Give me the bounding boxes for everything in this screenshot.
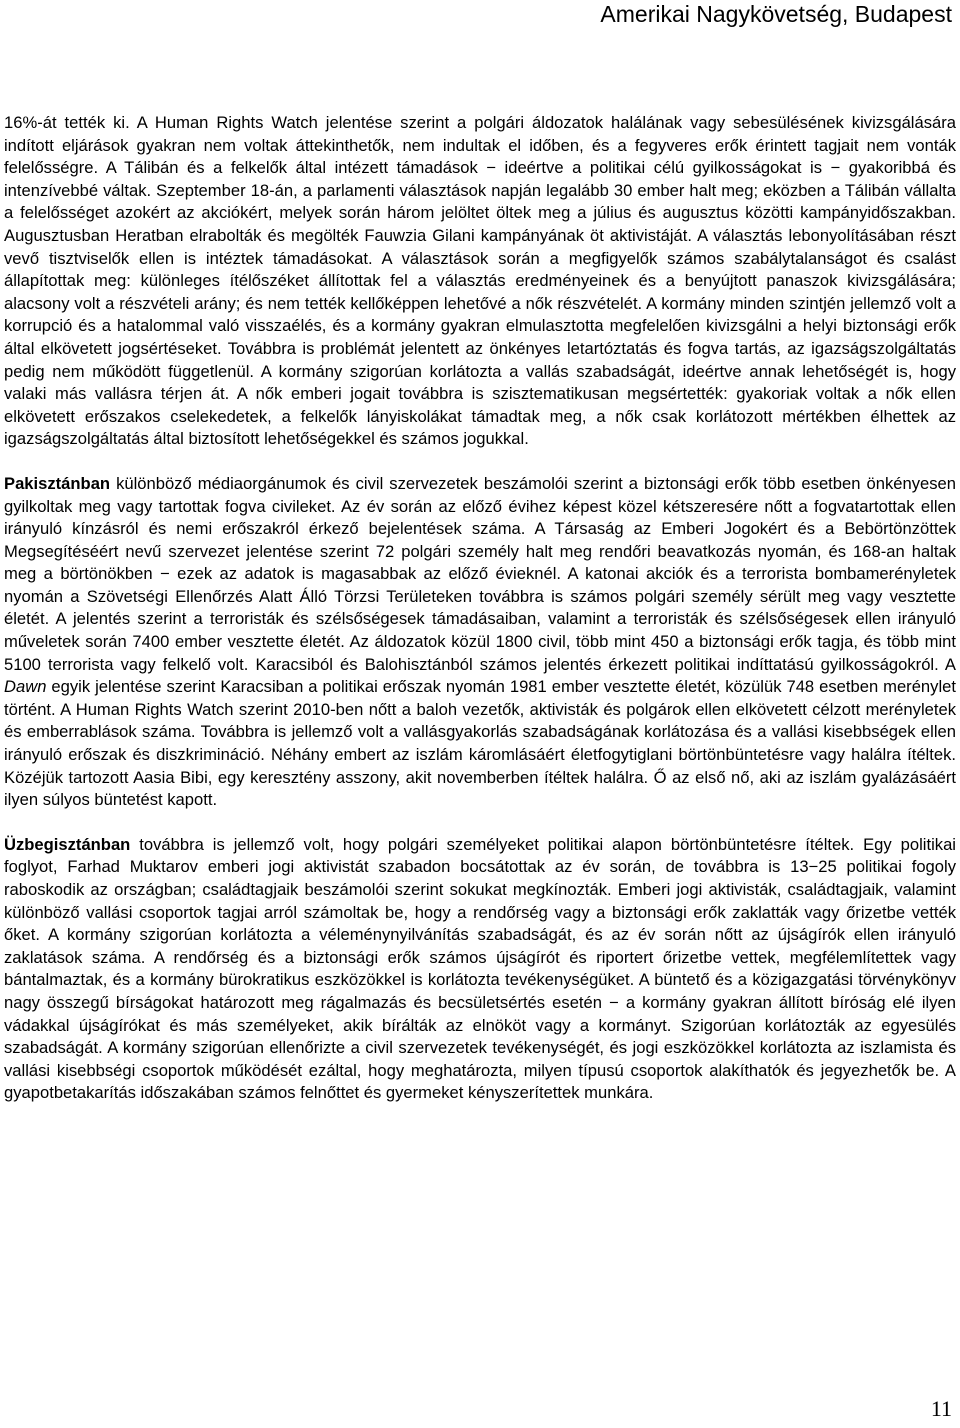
country-heading-pakistan: Pakisztánban xyxy=(4,473,111,493)
paragraph-text: egyik jelentése szerint Karacsiban a politikai erőszak nyomán 1981 ember vesztette életét, közülük 748 esetben merénylet történt. A Human Rights Watch szerint 2010-ben nőtt a baloh vezetők, aktivisták és polgárok ellen elkövetett célzott merényletek és emberrablások száma. Továbbra is jellemző volt a vallásgyakorlás szabadságának korlátozása és a vallási kisebbségek ellen irányuló erőszak és diszkrimináció. Néhány embert az iszlám káromlásáért életfogytiglani börtönbüntetésre vagy halálra ítéltek. Közéjük tartozott Aasia Bibi, egy keresztény asszony, akit novemberben ítéltek halálra. Ő az első nő, aki az iszlám gyalázásáért ilyen súlyos büntetést kapott. xyxy=(4,677,956,810)
paragraph-uzbekistan xyxy=(4,834,956,1105)
page-number: 11 xyxy=(930,1396,952,1421)
document-body xyxy=(4,112,956,1105)
paragraph-text: 16%-át tették ki. A Human Rights Watch jelentése szerint a polgári áldozatok halálának vagy sebesülésének kivizsgálására indított eljárások gyakran nem voltak áttekinthetők, nem indultak el időben, és a fegyveres erők érintett tagjait nem vonták felelősségre. A Tálibán és a felkelők által intézett támadások − ideértve a politikai célú gyilkosságokat is − gyakoribbá és intenzívebbé váltak. Szeptember 18-án, a parlamenti választások napján legalább 30 ember halt meg; eközben a Tálibán vállalta a felelősséget azokért az akciókért, melyek során három jelöltet öltek meg a július és augusztus közötti kampányidőszakban. Augusztusban Heratban elrabolták és megölték Fauwzia Gilani kampányának öt aktivistáját. A választás lebonyolításában részt vevő tisztviselők ellen is intéztek támadásokat. A választások során a megfigyelők számos szabálytalanságot és csalást állapítottak meg: különleges ítélőszéket állítottak fel a választás eredményeinek és a benyújtott panaszok kivizsgálására; alacsony volt a részvételi arány; és nem tették kellőképpen lehetővé a nők részvételét. A kormány minden szintjén jellemző volt a korrupció és a hatalommal való visszaélés, és a kormány gyakran elmulasztotta megfelelően kivizsgálni a helyi biztonsági erők által elkövetett jogsértéseket. Továbbra is problémát jelentett az önkényes letartóztatás és fogva tartás, az igazságszolgáltatás pedig nem működött függetlenül. A kormány szigorúan korlátozta a vallás szabadságát, ideértve annak lehetőségét is, hogy valaki más vallásra térjen át. A nők emberi jogait továbbra is szisztematikusan megsértették: gyakoriak voltak a nők ellen elkövetett erőszakos cselekedetek, a felkelők lányiskolákat támadtak meg, a nők csak korlátozott mértékben élhettek az igazságszolgáltatás által biztosított lehetőségekkel és számos jogukkal. xyxy=(4,113,956,449)
paragraph-afghanistan xyxy=(4,112,956,451)
page-header-title: Amerikai Nagykövetség, Budapest xyxy=(600,1,952,27)
paragraph-text: továbbra is jellemző volt, hogy polgári személyeket politikai alapon börtönbüntetésre ítéltek. Egy politikai foglyot, Farhad Muktarov emberi jogi aktivistát szabadon bocsátottak az év során, de továbbra is 13−25 politikai fogoly raboskodik az országban; családtagjaik beszámolói szerint sokukat megkínozták. Emberi jogi aktivisták, családtagjaik, valamint különböző vallási csoportok tagjai arról számoltak be, hogy a rendőrség vagy a biztonsági erők zaklatták vagy őrizetbe vették őket. A kormány szigorúan korlátozta a véleménynyilvánítás szabadságát, és az év során nőtt az újságírók ellen irányuló zaklatások száma. A rendőrség és a biztonsági erők számos újságírót és riportert őrizetbe vettek, megfélemlítettek vagy bántalmaztak, és a kormány bürokratikus eszközökkel is korlátozta tevékenységüket. A büntető és a közigazgatási törvénykönyv nagy összegű bírságokat határozott meg rágalmazás és becsületsértés esetén − a kormány gyakran állított bíróság elé ilyen vádakkal újságírókat és más személyeket, akik bírálták az elnököt vagy a kormányt. Szigorúan korlátozták az egyesülés szabadságát. A kormány szigorúan ellenőrizte a civil szervezetek tevékenységét, és jogi eszközökkel korlátozta az iszlamista és vallási kisebbségi csoportok működését ezáltal, hogy meghatározta, milyen típusú csoportok alakíthatók és jegyezhetők be. A gyapotbetakarítás időszakában számos felnőttet és gyermeket kényszerítettek munkára. xyxy=(4,834,956,1103)
country-heading-uzbekistan: Üzbegisztánban xyxy=(4,834,131,854)
paragraph-pakistan xyxy=(4,473,956,812)
paragraph-text: különböző médiaorgánumok és civil szervezetek beszámolói szerint a biztonsági erők több esetben önkényesen gyilkoltak meg vagy tartottak fogva civileket. Az év során az előző évihez képest közel kétszeresére nőtt a fogvatartottak ellen irányuló kínzásról és nemi erőszakról érkező bejelentések száma. A Társaság az Emberi Jogokért és a Bebörtönzöttek Megsegítéséért nevű szervezet jelentése szerint 72 polgári személy halt meg rendőri beavatkozás nyomán, és 168-an haltak meg a börtönökben − ezek az adatok is magasabbak az előző évieknél. A katonai akciók és a terrorista bombamerényletek nyomán a Szövetségi Ellenőrzés Alatt Álló Törzsi Területeken továbbra is számos polgári személy sérült meg vagy vesztette életét. A jelentés szerint a terroristák és szélsőségesek támadásaiban, valamint a terroristák és szélsőségesek ellen irányuló műveletek során 7400 ember vesztette életét. Az áldozatok közül 1800 civil, több mint 450 a biztonsági erők tagja, és több mint 5100 terrorista vagy felkelő volt. Karacsiból és Balohisztánból számos jelentés érkezett politikai indíttatású gyilkosságokról. A xyxy=(4,473,956,674)
publication-name: Dawn xyxy=(4,677,47,697)
